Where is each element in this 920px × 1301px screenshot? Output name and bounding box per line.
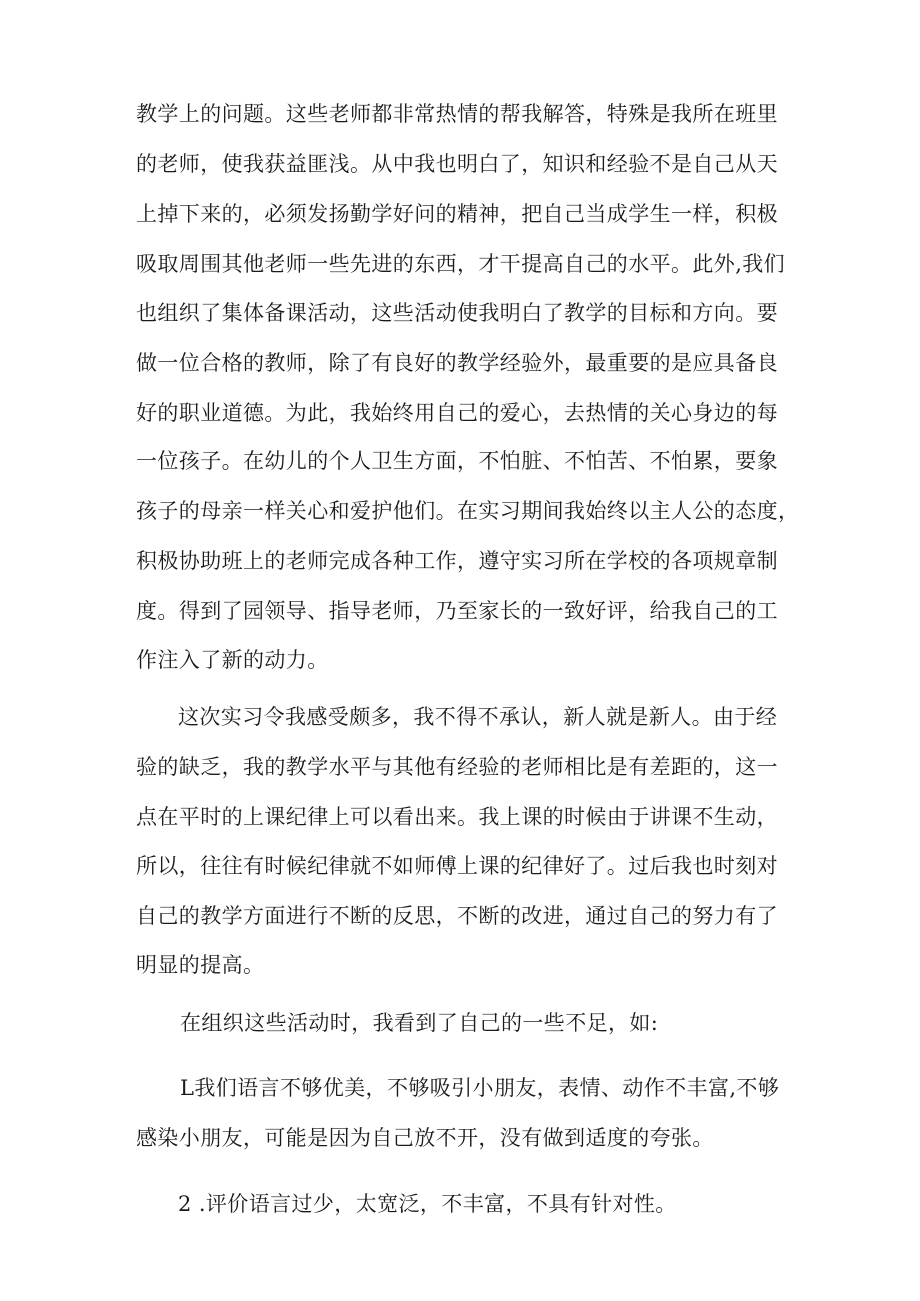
paragraph-1-line-5: 也组织了集体备课活动，这些活动使我明白了教学的目标和方向。要 xyxy=(136,301,778,325)
paragraph-2-line-6: 明显的提高。 xyxy=(136,953,265,977)
paragraph-1-line-2: 的老师，使我获益匪浅。从中我也明白了，知识和经验不是自己从天 xyxy=(136,152,778,176)
paragraph-1-line-6: 做一位合格的教师，除了有良好的教学经验外，最重要的是应具备良 xyxy=(136,351,778,375)
paragraph-2-line-2: 验的缺乏，我的教学水平与其他有经验的老师相比是有差距的，这一 xyxy=(136,755,778,779)
paragraph-1-line-12: 作注入了新的动力。 xyxy=(136,648,329,672)
paragraph-1-line-1: 教学上的问题。这些老师都非常热情的帮我解答，特殊是我所在班里 xyxy=(136,102,778,126)
paragraph-3-line-1: 在组织这些活动时，我看到了自己的一些不足，如: xyxy=(180,1011,659,1035)
paragraph-1-line-7: 好的职业道德。为此，我始终用自己的爱心，去热情的关心身边的每 xyxy=(136,401,778,425)
paragraph-1-line-9: 孩子的母亲一样关心和爱护他们。在实习期间我始终以主人公的态度， xyxy=(136,499,800,523)
list-item-1-line-1: L我们语言不够优美，不够吸引小朋友，表情、动作不丰富,不够 xyxy=(180,1076,780,1100)
paragraph-1-line-11: 度。得到了园领导、指导老师，乃至家长的一致好评，给我自己的工 xyxy=(136,599,778,623)
paragraph-1-line-4: 吸取周围其他老师一些先进的东西，才干提高自己的水平。此外,我们 xyxy=(136,252,786,276)
paragraph-2-line-5: 自己的教学方面进行不断的反思，不断的改进，通过自己的努力有了 xyxy=(136,904,778,928)
paragraph-1-line-8: 一位孩子。在幼儿的个人卫生方面，不怕脏、不怕苦、不怕累，要象 xyxy=(136,449,778,473)
paragraph-1-line-10: 积极协助班上的老师完成各种工作，遵守实习所在学校的各项规章制 xyxy=(136,549,778,573)
paragraph-2-line-1: 这次实习令我感受颇多，我不得不承认，新人就是新人。由于经 xyxy=(178,705,778,729)
paragraph-2-line-3: 点在平时的上课纪律上可以看出来。我上课的时候由于讲课不生动， xyxy=(136,805,778,829)
list-item-2-line-1: 2 .评价语言过少，太宽泛，不丰富，不具有针对性。 xyxy=(178,1192,677,1216)
paragraph-1-line-3: 上掉下来的，必须发扬勤学好问的精神，把自己当成学生一样，积极 xyxy=(136,202,778,226)
list-item-1-line-2: 感染小朋友，可能是因为自己放不开，没有做到适度的夸张。 xyxy=(136,1126,714,1150)
paragraph-2-line-4: 所以，往往有时候纪律就不如师傅上课的纪律好了。过后我也时刻对 xyxy=(136,854,778,878)
